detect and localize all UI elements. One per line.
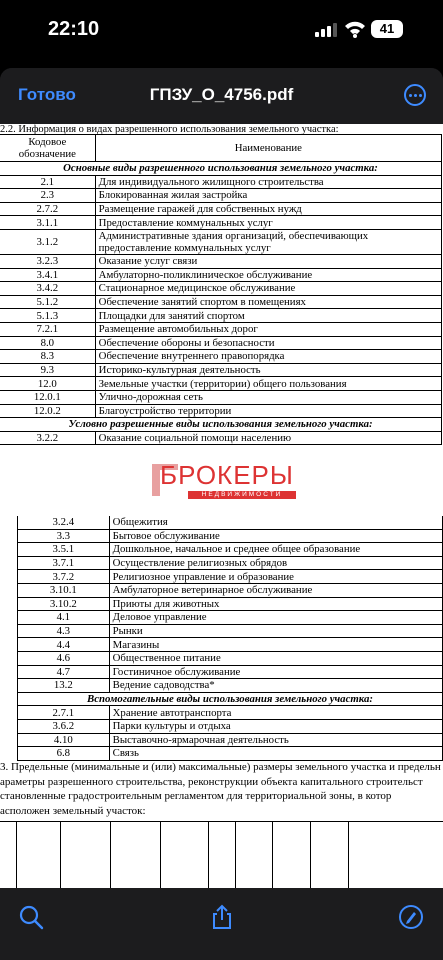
table-row xyxy=(0,350,442,364)
table-row xyxy=(18,516,443,529)
cell-name: Амбулаторное ветеринарное обслуживание xyxy=(109,583,442,597)
cell-code: 3.5.1 xyxy=(18,543,110,557)
table-row xyxy=(18,529,443,543)
cell-code: 2.7.2 xyxy=(0,202,95,216)
table-section-row xyxy=(0,162,442,176)
cell-code: 4.1 xyxy=(18,611,110,625)
bottom-toolbar xyxy=(0,888,443,960)
table-row xyxy=(0,404,442,418)
cell-name: Амбулаторно-поликлиническое обслуживание xyxy=(95,268,441,282)
cell-code: 3.10.1 xyxy=(18,583,110,597)
table-row xyxy=(18,719,443,733)
pdf-page-1[interactable] xyxy=(0,124,443,500)
cell-code: 3.6.2 xyxy=(18,719,110,733)
cell-code: 6.8 xyxy=(18,747,110,761)
table-row xyxy=(0,390,442,404)
cell-name: Осуществление религиозных обрядов xyxy=(109,556,442,570)
cell-code: 12.0.2 xyxy=(0,404,95,418)
cell-name: Предоставление коммунальных услуг xyxy=(95,216,441,230)
paragraph-line: асположен земельный участок: xyxy=(0,804,146,817)
cell-code: 8.3 xyxy=(0,350,95,364)
done-button[interactable]: Готово xyxy=(18,85,76,104)
cell-code: 4.7 xyxy=(18,665,110,679)
cell-name: Хранение автотранспорта xyxy=(109,706,442,720)
table-row xyxy=(18,638,443,652)
table-row xyxy=(0,322,442,336)
cell-name: Стационарное медицинское обслуживание xyxy=(95,282,441,296)
table-row xyxy=(18,597,443,611)
cell-name: Земельные участки (территории) общего пользования xyxy=(95,377,441,391)
cell-code: 4.3 xyxy=(18,624,110,638)
permitted-use-table-continued xyxy=(17,516,443,761)
cell-code: 4.4 xyxy=(18,638,110,652)
table-row xyxy=(18,706,443,720)
cell-name: Обеспечение занятий спортом в помещениях xyxy=(95,295,441,309)
cell-name: Общественное питание xyxy=(109,651,442,665)
table-row xyxy=(18,556,443,570)
table-row xyxy=(0,254,442,268)
cell-name: Ведение садоводства* xyxy=(109,679,442,693)
table-section-row xyxy=(0,418,442,432)
cell-name: Связь xyxy=(109,747,442,761)
cell-name: Общежития xyxy=(109,516,442,529)
table-row xyxy=(0,377,442,391)
table-row xyxy=(18,583,443,597)
cell-name: Благоустройство территории xyxy=(95,404,441,418)
cell-name: Историко-культурная деятельность xyxy=(95,363,441,377)
cell-name: Размещение автомобильных дорог xyxy=(95,322,441,336)
cell-name: Дошкольное, начальное и среднее общее образование xyxy=(109,543,442,557)
table-row xyxy=(0,282,442,296)
document-title: ГПЗУ_О_4756.pdf xyxy=(149,85,294,104)
table-row xyxy=(0,336,442,350)
cell-code: 3.7.2 xyxy=(18,570,110,584)
cell-name: Для индивидуального жилищного строительства xyxy=(95,175,441,189)
cell-name: Гостиничное обслуживание xyxy=(109,665,442,679)
cell-name: Обеспечение внутреннего правопорядка xyxy=(95,350,441,364)
cell-code: 3.1.2 xyxy=(0,229,95,254)
more-options-icon[interactable] xyxy=(404,84,426,106)
section-heading: 2.2. Информация о видах разрешенного использования земельного участка: xyxy=(0,124,339,135)
table-row xyxy=(0,175,442,189)
table-row xyxy=(0,202,442,216)
cell-name: Бытовое обслуживание xyxy=(109,529,442,543)
table-row xyxy=(18,651,443,665)
paragraph-line: становленные градостроительным регламентом для территориальной зоны, в котор xyxy=(0,790,392,802)
cell-name: Религиозное управление и образование xyxy=(109,570,442,584)
table-row xyxy=(18,733,443,747)
cell-code: 3.4.2 xyxy=(0,282,95,296)
cell-name: Административные здания организаций, обеспечивающих предоставление коммунальных услуг xyxy=(95,229,441,254)
search-icon[interactable] xyxy=(18,904,44,930)
cell-code: 2.1 xyxy=(0,175,95,189)
header-code: Кодовое обозначение xyxy=(0,135,95,162)
table-row xyxy=(0,229,442,254)
cell-code: 5.1.2 xyxy=(0,295,95,309)
table-row xyxy=(18,611,443,625)
table-row xyxy=(0,189,442,203)
cell-code: 3.2.4 xyxy=(18,516,110,529)
pdf-viewer-sheet xyxy=(0,68,443,960)
table-row xyxy=(18,543,443,557)
share-icon[interactable] xyxy=(209,904,235,930)
cellular-signal-icon xyxy=(315,23,337,37)
table-row xyxy=(0,363,442,377)
cell-name: Обеспечение обороны и безопасности xyxy=(95,336,441,350)
cell-name: Рынки xyxy=(109,624,442,638)
table-row xyxy=(18,665,443,679)
cell-code: 4.10 xyxy=(18,733,110,747)
table-section-row xyxy=(18,692,443,706)
markup-icon[interactable] xyxy=(398,904,424,930)
cell-code: 12.0 xyxy=(0,377,95,391)
cell-name: Парки культуры и отдыха xyxy=(109,719,442,733)
cell-name: Размещение гаражей для собственных нужд xyxy=(95,202,441,216)
cell-code: 3.3 xyxy=(18,529,110,543)
parameters-table-stub xyxy=(0,821,443,888)
table-row xyxy=(18,679,443,693)
table-row xyxy=(0,268,442,282)
battery-icon: 41 xyxy=(371,20,403,38)
cell-code: 3.7.1 xyxy=(18,556,110,570)
cell-code: 3.2.3 xyxy=(0,254,95,268)
cell-name: Деловое управление xyxy=(109,611,442,625)
cell-code: 3.1.1 xyxy=(0,216,95,230)
cell-name: Блокированная жилая застройка xyxy=(95,189,441,203)
table-row xyxy=(0,309,442,323)
table-row xyxy=(18,570,443,584)
watermark-area xyxy=(0,448,443,516)
wifi-icon xyxy=(344,20,366,38)
main-uses-title: Основные виды разрешенного использования земельного участка: xyxy=(0,162,442,176)
cell-code: 3.2.2 xyxy=(0,431,95,445)
cell-name: Оказание услуг связи xyxy=(95,254,441,268)
cell-code: 7.2.1 xyxy=(0,322,95,336)
cell-name: Выставочно-ярмарочная деятельность xyxy=(109,733,442,747)
cell-name: Улично-дорожная сеть xyxy=(95,390,441,404)
cell-name: Площадки для занятий спортом xyxy=(95,309,441,323)
cell-code: 3.10.2 xyxy=(18,597,110,611)
cell-code: 2.3 xyxy=(0,189,95,203)
watermark-sub: НЕДВИЖИМОСТИ xyxy=(188,491,296,499)
navigation-bar xyxy=(0,68,443,124)
table-row xyxy=(0,295,442,309)
cell-name: Оказание социальной помощи населению xyxy=(95,431,441,445)
status-bar xyxy=(0,0,443,62)
permitted-use-table xyxy=(0,134,442,445)
conditional-uses-title: Условно разрешенные виды использования земельного участка: xyxy=(0,418,442,432)
pdf-page-2[interactable] xyxy=(0,516,443,888)
cell-code: 8.0 xyxy=(0,336,95,350)
paragraph-line: 3. Предельные (минимальные и (или) максимальные) размеры земельного участка и предельн xyxy=(0,761,441,773)
cell-code: 4.6 xyxy=(18,651,110,665)
status-time: 22:10 xyxy=(48,18,100,40)
cell-code: 2.7.1 xyxy=(18,706,110,720)
cell-code: 13.2 xyxy=(18,679,110,693)
table-header-row xyxy=(0,135,442,162)
cell-name: Магазины xyxy=(109,638,442,652)
auxiliary-uses-title: Вспомогательные виды использования земельного участка: xyxy=(18,692,443,706)
watermark-brand: БРОКЕРЫ xyxy=(160,460,294,490)
cell-code: 5.1.3 xyxy=(0,309,95,323)
table-row xyxy=(0,431,442,445)
table-row xyxy=(0,216,442,230)
cell-code: 9.3 xyxy=(0,363,95,377)
cell-name: Приюты для животных xyxy=(109,597,442,611)
table-row xyxy=(18,624,443,638)
table-row xyxy=(18,747,443,761)
header-name: Наименование xyxy=(95,135,441,162)
cell-code: 12.0.1 xyxy=(0,390,95,404)
cell-code: 3.4.1 xyxy=(0,268,95,282)
paragraph-line: араметры разрешенного строительства, реконструкции объекта капитального строительст xyxy=(0,775,423,788)
